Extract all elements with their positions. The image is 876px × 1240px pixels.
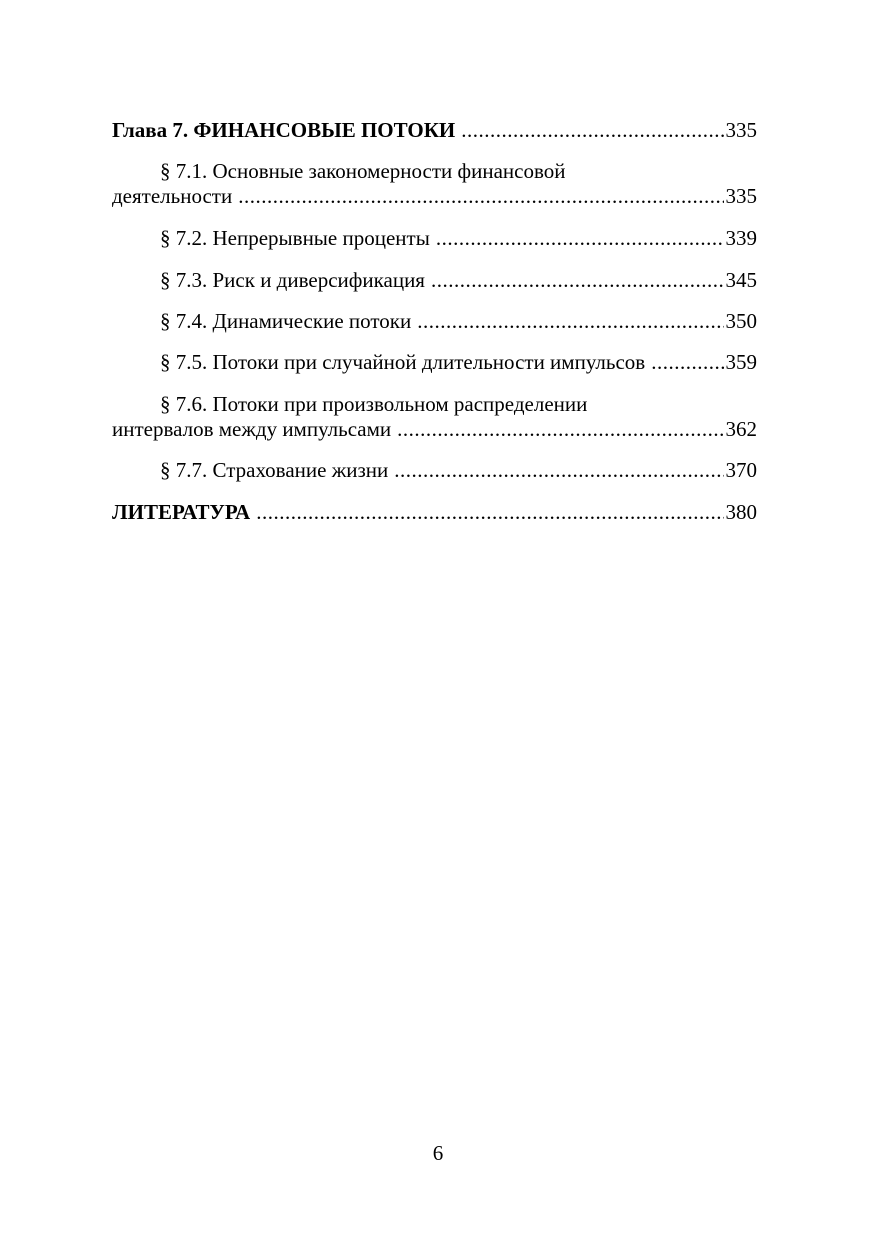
toc-entry-section-7-7 xyxy=(112,458,757,483)
toc-entry-title-continuation: интервалов между импульсами xyxy=(112,417,392,441)
toc-page-number: 362 xyxy=(725,417,757,441)
dot-leader xyxy=(431,268,724,293)
toc-entry-title: ЛИТЕРАТУРА xyxy=(112,500,251,524)
toc-entry-title: § 7.5. Потоки при случайной длительности импульсов xyxy=(160,350,646,374)
toc-entry-literature xyxy=(112,500,757,525)
dot-leader xyxy=(256,500,723,525)
dot-leader xyxy=(238,184,723,209)
toc-page-number: 335 xyxy=(725,118,757,142)
toc-page-number: 370 xyxy=(725,458,757,482)
toc-entry-section-7-5 xyxy=(112,350,757,375)
page-number-footer: 6 xyxy=(432,1141,444,1165)
toc-entry-section-7-4 xyxy=(112,309,757,334)
toc-entry-title: § 7.3. Риск и диверсификация xyxy=(160,268,425,292)
table-of-contents xyxy=(112,114,757,525)
toc-entry-title: § 7.6. Потоки при произвольном распределении xyxy=(160,392,588,416)
toc-entry-title: § 7.4. Динамические потоки xyxy=(160,309,412,333)
dot-leader xyxy=(394,458,723,483)
toc-page-number: 335 xyxy=(725,184,757,208)
toc-page-number: 339 xyxy=(725,226,757,250)
toc-page-number: 345 xyxy=(725,268,757,292)
toc-page-number: 380 xyxy=(725,500,757,524)
toc-entry-section-7-2 xyxy=(112,226,757,251)
toc-entry-section-7-3 xyxy=(112,268,757,293)
toc-entry-title: § 7.1. Основные закономерности финансовой xyxy=(160,159,566,183)
toc-entry-section-7-6 xyxy=(112,392,757,442)
toc-entry-chapter-7 xyxy=(112,118,757,143)
toc-entry-section-7-1 xyxy=(112,159,757,209)
toc-entry-title: § 7.2. Непрерывные проценты xyxy=(160,226,430,250)
dot-leader xyxy=(397,417,723,442)
toc-entry-title: § 7.7. Страхование жизни xyxy=(160,458,389,482)
toc-entry-title-continuation: деятельности xyxy=(112,184,233,208)
dot-leader xyxy=(436,226,724,251)
toc-entry-title: Глава 7. ФИНАНСОВЫЕ ПОТОКИ xyxy=(112,118,456,142)
dot-leader xyxy=(461,118,723,143)
dot-leader xyxy=(651,350,723,375)
toc-page-number: 350 xyxy=(725,309,757,333)
dot-leader xyxy=(417,309,723,334)
toc-page-number: 359 xyxy=(725,350,757,374)
